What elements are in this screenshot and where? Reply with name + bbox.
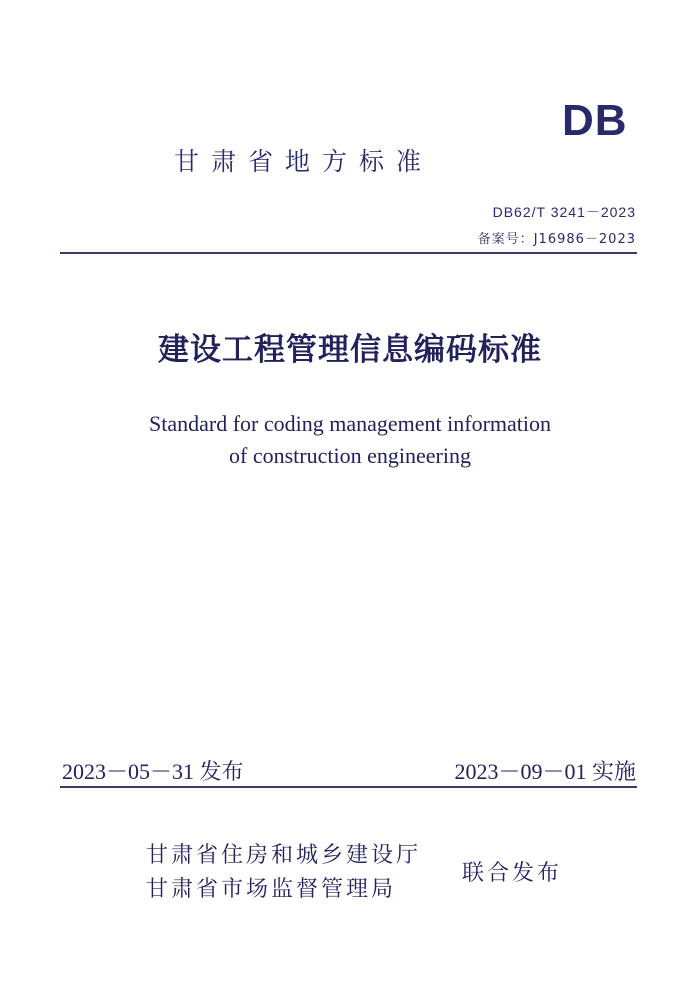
standard-type: 甘肃省地方标准 xyxy=(174,147,434,176)
title-english-line1: Standard for coding management information xyxy=(149,411,551,436)
filing-number: 备案号：J16986－2023 xyxy=(477,232,636,247)
standard-number: DB62/T 3241－2023 xyxy=(492,204,636,220)
db-logo: DB xyxy=(562,96,628,145)
joint-issue-label: 联合发布 xyxy=(462,861,563,886)
title-chinese: 建设工程管理信息编码标准 xyxy=(158,332,542,368)
title-english-line2: of construction engineering xyxy=(229,443,471,468)
issuer-line2: 甘肃省市场监督管理局 xyxy=(146,877,397,902)
implement-date: 2023－09－01 实施 xyxy=(454,759,636,784)
header-divider xyxy=(60,252,637,254)
issuer-line1: 甘肃省住房和城乡建设厅 xyxy=(146,843,422,868)
footer-divider xyxy=(60,786,637,788)
publish-date: 2023－05－31 发布 xyxy=(62,759,244,784)
